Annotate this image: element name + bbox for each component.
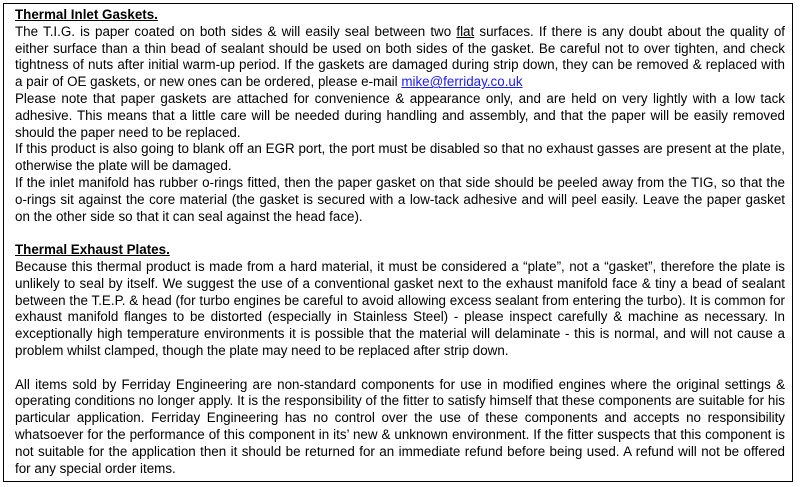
tig-paragraph-4: If the inlet manifold has rubber o-rings fitted, then the paper gasket on that side should be peeled away from the TIG, so that the o-rings sit against the core material (the gasket is secured with a low-tack adhesive and will peel easily. Leave the paper gasket on the other side so that it can seal against the head face). <box>15 174 785 224</box>
tep-paragraph-1: Because this thermal product is made from a hard material, it must be considered a “plate”, not a “gasket”, therefore the plate is unlikely to seal by itself. We suggest the use of a conventional gasket next to the exhaust manifold face & tiny a bead of sealant between the T.E.P. & head (for turbo engines be careful to avoid allowing excess sealant from entering the turbo). It is common for exhaust manifold flanges to be distorted (especially in Stainless Steel) - please inspect carefully & machine as necessary. In exceptionally high temperature environments it is possible that the material will delaminate - this is normal, and will not cause a problem whilst clamped, though the plate may need to be replaced after strip down. <box>15 258 785 358</box>
tig-text-1b: surfaces. If there is any doubt about the quality of either surface than a thin bead of sealant should be used on both sides of the gasket. Be careful not to over tighten, and check tightness of nuts after initial warm-up period. If the gaskets are damaged during strip down, they can be removed & replaced with a pair of OE gaskets, or new ones can be ordered, please e-mail <box>15 23 786 90</box>
tig-heading: Thermal Inlet Gaskets. <box>15 7 158 22</box>
tig-paragraph-1 <box>15 24 785 91</box>
tep-heading: Thermal Exhaust Plates. <box>15 242 170 258</box>
tig-text-1a: The T.I.G. is paper coated on both sides & will easily seal between two <box>15 23 457 39</box>
tig-flat-word: flat <box>456 23 475 39</box>
tig-paragraph-2: Please note that paper gaskets are attached for convenience & appearance only, and are held on very lightly with a low tack adhesive. This means that a little care will be needed during handling and assembly, and that the paper will be easily removed should the paper need to be replaced. <box>15 90 785 140</box>
spacer <box>15 225 785 242</box>
tig-paragraph-3: If this product is also going to blank off an EGR port, the port must be disabled so that no exhaust gasses are present at the plate, otherwise the plate will be damaged. <box>15 141 785 174</box>
notice-box <box>3 3 793 482</box>
email-link[interactable]: mike@ferriday.co.uk <box>401 74 523 90</box>
disclaimer-paragraph: All items sold by Ferriday Engineering are non-standard components for use in modified engines where the original settings & operating conditions no longer apply. It is the responsibility of the fitter to satisfy himself that these components are suitable for his particular application. Ferriday Engineering has no control over the use of these components and accepts no responsibility whatsoever for the performance of this component in its’ new & unknown environment. If the fitter suspects that this component is not suitable for the application then it should be returned for an immediate refund before being used. A refund will not be offered for any special order items. <box>15 376 785 476</box>
spacer <box>15 360 785 377</box>
